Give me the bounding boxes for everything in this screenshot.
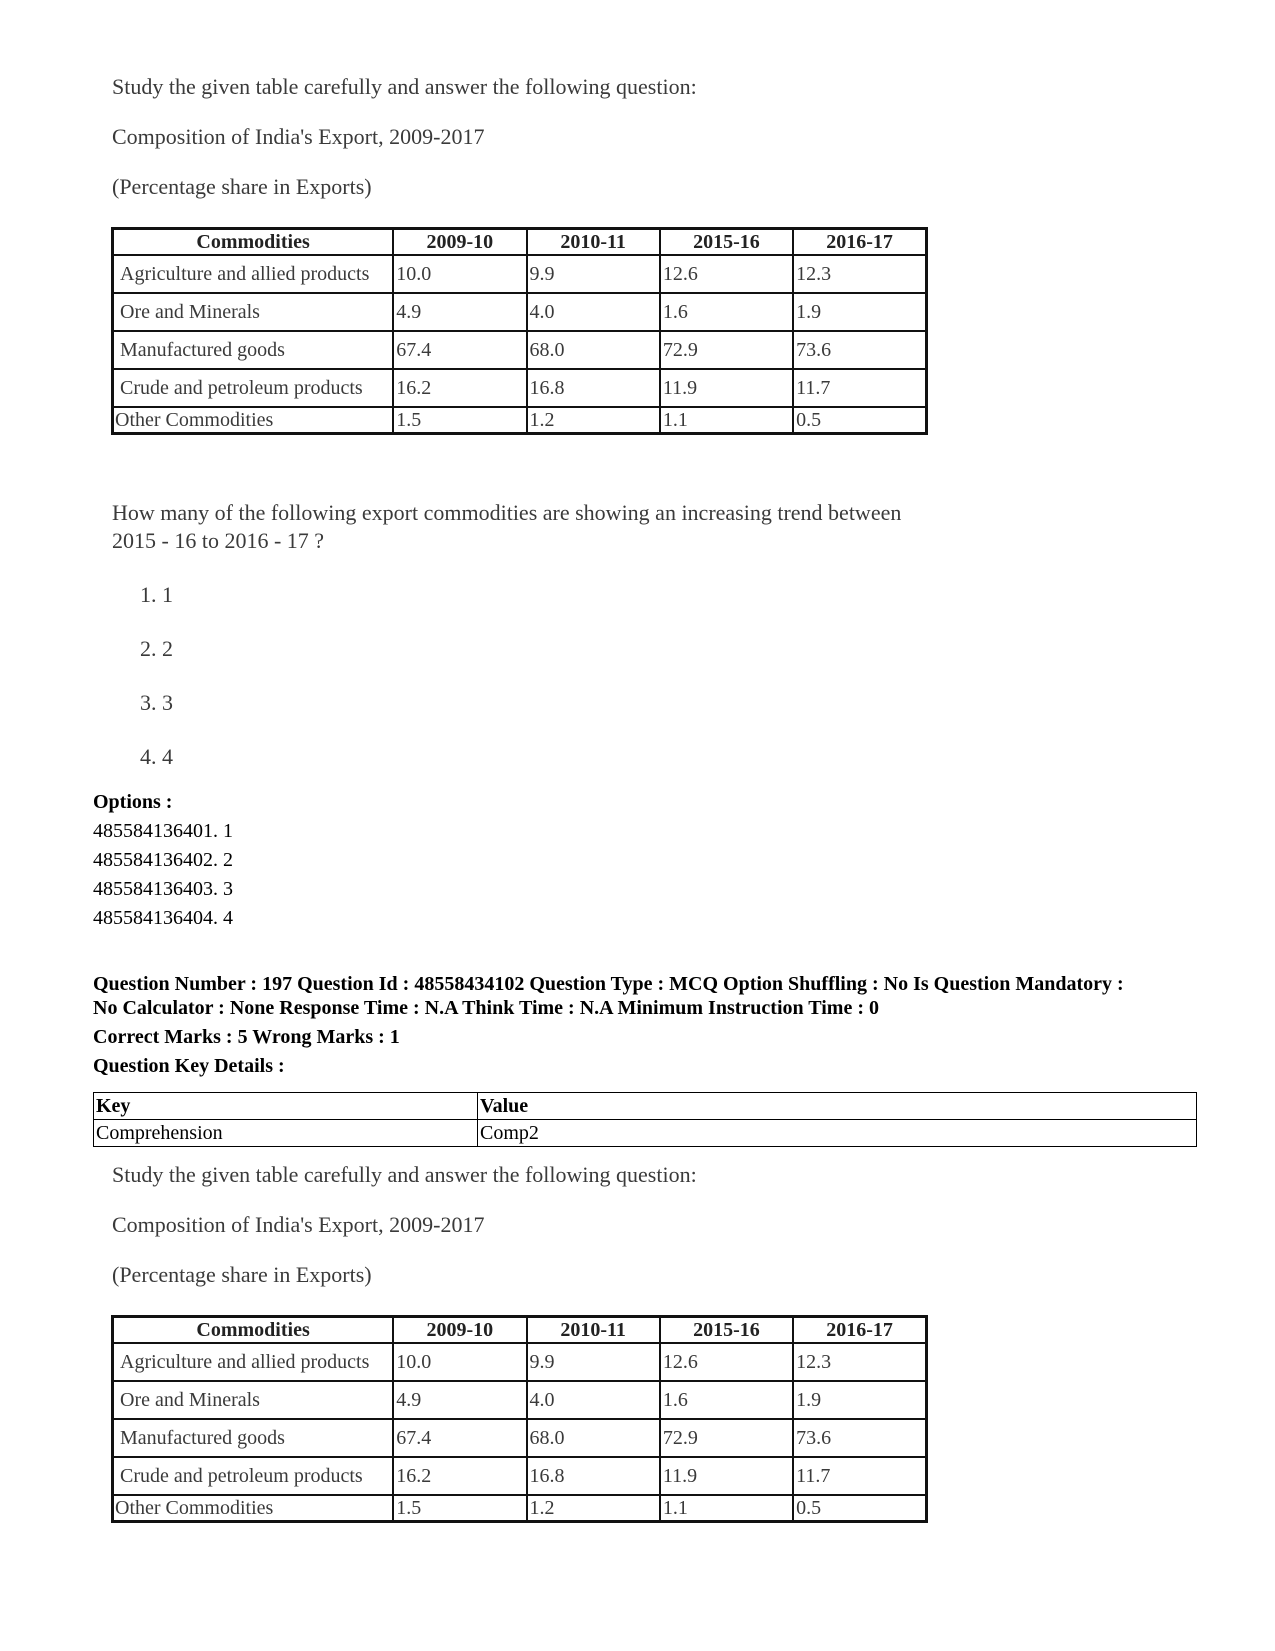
choice-2: 2. 2 <box>140 636 173 661</box>
key-details-heading: Question Key Details : <box>93 1055 285 1077</box>
value-cell: 1.1 <box>660 1495 793 1522</box>
commodity-cell: Other Commodities <box>113 1495 394 1522</box>
commodity-cell: Manufactured goods <box>113 1419 394 1457</box>
value-cell: 0.5 <box>793 407 926 434</box>
value-cell: 67.4 <box>393 331 526 369</box>
key-table-header <box>94 1093 1197 1120</box>
value-cell: 11.7 <box>793 369 926 407</box>
value-cell: Comp2 <box>478 1120 1197 1147</box>
value-cell: 10.0 <box>393 1343 526 1381</box>
commodity-cell: Other Commodities <box>113 407 394 434</box>
header-cell: 2009-10 <box>393 229 526 256</box>
table-subtitle: (Percentage share in Exports) <box>112 174 372 199</box>
value-cell: 16.8 <box>527 1457 660 1495</box>
table-header-row <box>113 229 927 256</box>
value-cell: 16.8 <box>527 369 660 407</box>
key-cell: Comprehension <box>94 1120 478 1147</box>
value-cell: 68.0 <box>527 331 660 369</box>
header-cell: 2010-11 <box>527 229 660 256</box>
option-item: 485584136401. 1 <box>93 820 233 842</box>
option-item: 485584136402. 2 <box>93 849 233 871</box>
table-row <box>113 407 927 434</box>
value-cell: 72.9 <box>660 331 793 369</box>
header-cell: Commodities <box>113 229 394 256</box>
table-row <box>113 1343 927 1381</box>
table-header-row <box>113 1317 927 1344</box>
header-cell: 2010-11 <box>527 1317 660 1344</box>
export-table-1 <box>111 227 928 435</box>
value-cell: 1.2 <box>527 1495 660 1522</box>
value-cell: 11.7 <box>793 1457 926 1495</box>
value-cell: 12.6 <box>660 1343 793 1381</box>
value-cell: 68.0 <box>527 1419 660 1457</box>
value-cell: 11.9 <box>660 1457 793 1495</box>
value-cell: 67.4 <box>393 1419 526 1457</box>
question-text-line2: 2015 - 16 to 2016 - 17 ? <box>112 528 325 553</box>
value-cell: 11.9 <box>660 369 793 407</box>
value-cell: 16.2 <box>393 1457 526 1495</box>
value-cell: 73.6 <box>793 331 926 369</box>
value-cell: 1.5 <box>393 1495 526 1522</box>
table-row <box>113 1419 927 1457</box>
value-cell: 73.6 <box>793 1419 926 1457</box>
table-row <box>113 1495 927 1522</box>
commodity-cell: Crude and petroleum products <box>113 369 394 407</box>
choice-4: 4. 4 <box>140 744 173 769</box>
value-cell: 1.5 <box>393 407 526 434</box>
header-cell: 2009-10 <box>393 1317 526 1344</box>
instruction-text: Study the given table carefully and answer the following question: <box>112 1162 697 1187</box>
value-cell: 12.3 <box>793 255 926 293</box>
key-details-table <box>93 1092 1197 1147</box>
choice-1: 1. 1 <box>140 582 173 607</box>
value-cell: 1.1 <box>660 407 793 434</box>
commodity-cell: Agriculture and allied products <box>113 1343 394 1381</box>
table-row <box>113 255 927 293</box>
table-subtitle: (Percentage share in Exports) <box>112 1262 372 1287</box>
value-cell: 4.0 <box>527 293 660 331</box>
value-cell: 10.0 <box>393 255 526 293</box>
value-cell: 72.9 <box>660 1419 793 1457</box>
marks-text: Correct Marks : 5 Wrong Marks : 1 <box>93 1026 400 1048</box>
key-table-row <box>94 1120 1197 1147</box>
value-cell: 9.9 <box>527 1343 660 1381</box>
choice-3: 3. 3 <box>140 690 173 715</box>
value-cell: 1.9 <box>793 293 926 331</box>
value-cell: 1.6 <box>660 293 793 331</box>
value-cell: 4.0 <box>527 1381 660 1419</box>
key-header: Key <box>94 1093 478 1120</box>
question-meta-line1: Question Number : 197 Question Id : 48558434102 Question Type : MCQ Option Shuffling : No Is Question Mandatory : <box>93 973 1124 995</box>
table-row <box>113 1381 927 1419</box>
value-cell: 4.9 <box>393 293 526 331</box>
value-cell: 1.9 <box>793 1381 926 1419</box>
commodity-cell: Manufactured goods <box>113 331 394 369</box>
commodity-cell: Agriculture and allied products <box>113 255 394 293</box>
question-text-line1: How many of the following export commodities are showing an increasing trend between <box>112 500 902 525</box>
instruction-text: Study the given table carefully and answer the following question: <box>112 74 697 99</box>
table-title: Composition of India's Export, 2009-2017 <box>112 124 485 149</box>
export-table-2 <box>111 1315 928 1523</box>
header-cell: 2015-16 <box>660 229 793 256</box>
options-block <box>93 788 233 933</box>
value-cell: 1.6 <box>660 1381 793 1419</box>
value-cell: 1.2 <box>527 407 660 434</box>
header-cell: 2015-16 <box>660 1317 793 1344</box>
commodity-cell: Ore and Minerals <box>113 1381 394 1419</box>
header-cell: 2016-17 <box>793 229 926 256</box>
option-item: 485584136404. 4 <box>93 907 233 929</box>
value-cell: 12.3 <box>793 1343 926 1381</box>
table-row <box>113 1457 927 1495</box>
table-row <box>113 293 927 331</box>
table-row <box>113 369 927 407</box>
value-cell: 4.9 <box>393 1381 526 1419</box>
question-meta-line2: No Calculator : None Response Time : N.A Think Time : N.A Minimum Instruction Time : 0 <box>93 997 879 1019</box>
value-cell: 9.9 <box>527 255 660 293</box>
value-header: Value <box>478 1093 1197 1120</box>
header-cell: Commodities <box>113 1317 394 1344</box>
header-cell: 2016-17 <box>793 1317 926 1344</box>
commodity-cell: Crude and petroleum products <box>113 1457 394 1495</box>
table-title: Composition of India's Export, 2009-2017 <box>112 1212 485 1237</box>
option-item: 485584136403. 3 <box>93 878 233 900</box>
commodity-cell: Ore and Minerals <box>113 293 394 331</box>
value-cell: 12.6 <box>660 255 793 293</box>
table-row <box>113 331 927 369</box>
value-cell: 16.2 <box>393 369 526 407</box>
options-heading: Options : <box>93 791 173 813</box>
value-cell: 0.5 <box>793 1495 926 1522</box>
